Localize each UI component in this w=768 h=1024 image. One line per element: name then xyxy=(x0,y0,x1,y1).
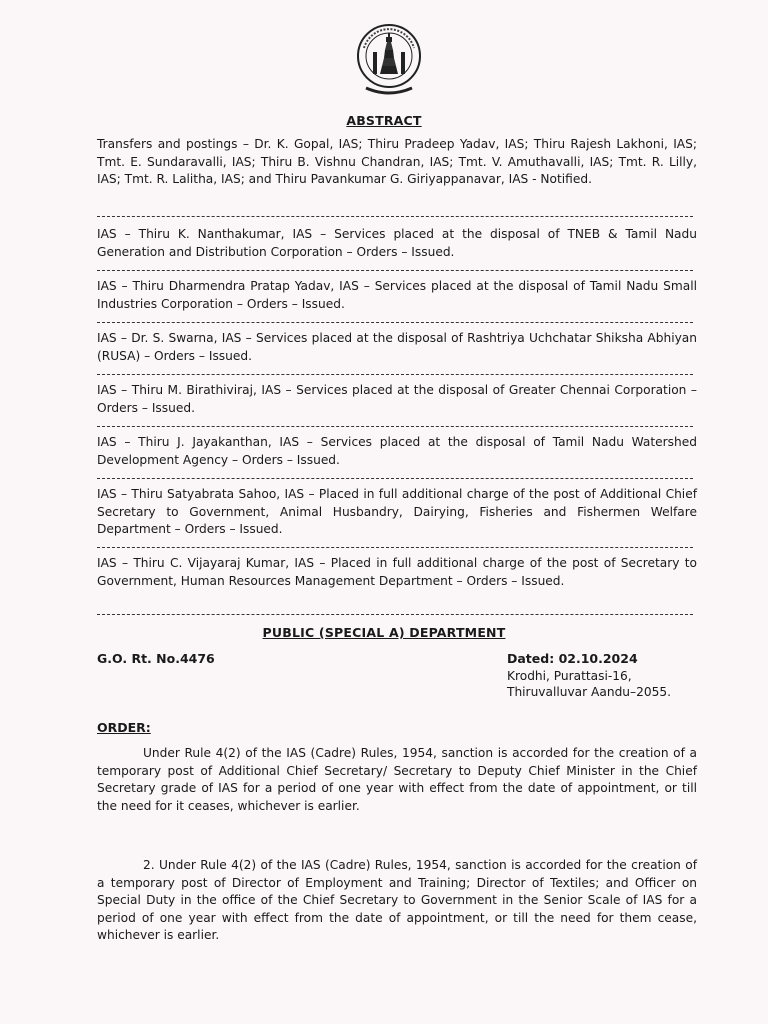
separator xyxy=(97,614,693,615)
abstract-item-birathiviraj: IAS – Thiru M. Birathiviraj, IAS – Services placed at the disposal of Greater Chennai Corporation – Orders – Issued. xyxy=(97,383,697,415)
date-block xyxy=(507,651,707,701)
abstract-item-nanthakumar: IAS – Thiru K. Nanthakumar, IAS – Services placed at the disposal of TNEB & Tamil Nadu Generation and Distribution Corporation – Orders – Issued. xyxy=(97,227,697,259)
abstract-item-jayakanthan: IAS – Thiru J. Jayakanthan, IAS – Services placed at the disposal of Tamil Nadu Watershed Development Agency – Orders – Issued. xyxy=(97,435,697,467)
separator xyxy=(97,374,693,375)
tamil-nadu-emblem-icon xyxy=(356,22,422,100)
abstract-item-transfers: Transfers and postings – Dr. K. Gopal, IAS; Thiru Pradeep Yadav, IAS; Thiru Rajesh Lakhoni, IAS; Tmt. E. Sundaravalli, IAS; Thiru B. Vishnu Chandran, IAS; Tmt. V. Amuthavalli, IAS; Tmt. R. Lilly, IAS; Tmt. R. Lalitha, IAS; and Thiru Pavankumar G. Giriyappanavar, IAS - Notified. xyxy=(97,137,697,186)
abstract-item-swarna: IAS – Dr. S. Swarna, IAS – Services placed at the disposal of Rashtriya Uchchatar Shiksha Abhiyan (RUSA) – Orders – Issued. xyxy=(97,331,697,363)
order-paragraph-1: Under Rule 4(2) of the IAS (Cadre) Rules, 1954, sanction is accorded for the creation of a temporary post of Additional Chief Secretary/ Secretary to Deputy Chief Minister in the Chief Secretary grade of IAS for a period of one year with effect from the date of appointment, or till the need for it ceases, whichever is earlier. xyxy=(97,746,697,813)
separator xyxy=(97,322,693,323)
separator xyxy=(97,478,693,479)
abstract-item-dharmendra: IAS – Thiru Dharmendra Pratap Yadav, IAS – Services placed at the disposal of Tamil Nadu Small Industries Corporation – Orders – Issued. xyxy=(97,279,697,311)
tamil-date-line-1: Krodhi, Purattasi-16, xyxy=(507,668,632,683)
department-title: PUBLIC (SPECIAL A) DEPARTMENT xyxy=(262,625,506,640)
go-number: G.O. Rt. No.4476 xyxy=(97,651,215,666)
tamil-date-line-2: Thiruvalluvar Aandu–2055. xyxy=(507,685,672,699)
order-paragraph-2: 2. Under Rule 4(2) of the IAS (Cadre) Rules, 1954, sanction is accorded for the creation of a temporary post of Director of Employment and Training; Director of Textiles; and Officer on Special Duty in the office of the Chief Secretary to Government in the Senior Scale of IAS for a period of one year with effect from the date of appointment, or till the need for them cease, whichever is earlier. xyxy=(97,858,697,942)
abstract-item-sahoo: IAS – Thiru Satyabrata Sahoo, IAS – Placed in full additional charge of the post of Additional Chief Secretary to Government, Animal Husbandry, Dairying, Fisheries and Fishermen Welfare Department – Orders – Issued. xyxy=(97,487,697,536)
separator xyxy=(97,216,693,217)
dated: Dated: 02.10.2024 xyxy=(507,651,638,666)
abstract-title: ABSTRACT xyxy=(346,113,422,128)
separator xyxy=(97,270,693,271)
separator xyxy=(97,426,693,427)
abstract-item-vijayaraj: IAS – Thiru C. Vijayaraj Kumar, IAS – Placed in full additional charge of the post of Secretary to Government, Human Resources Management Department – Orders – Issued. xyxy=(97,556,697,588)
separator xyxy=(97,547,693,548)
order-title: ORDER: xyxy=(97,720,151,735)
